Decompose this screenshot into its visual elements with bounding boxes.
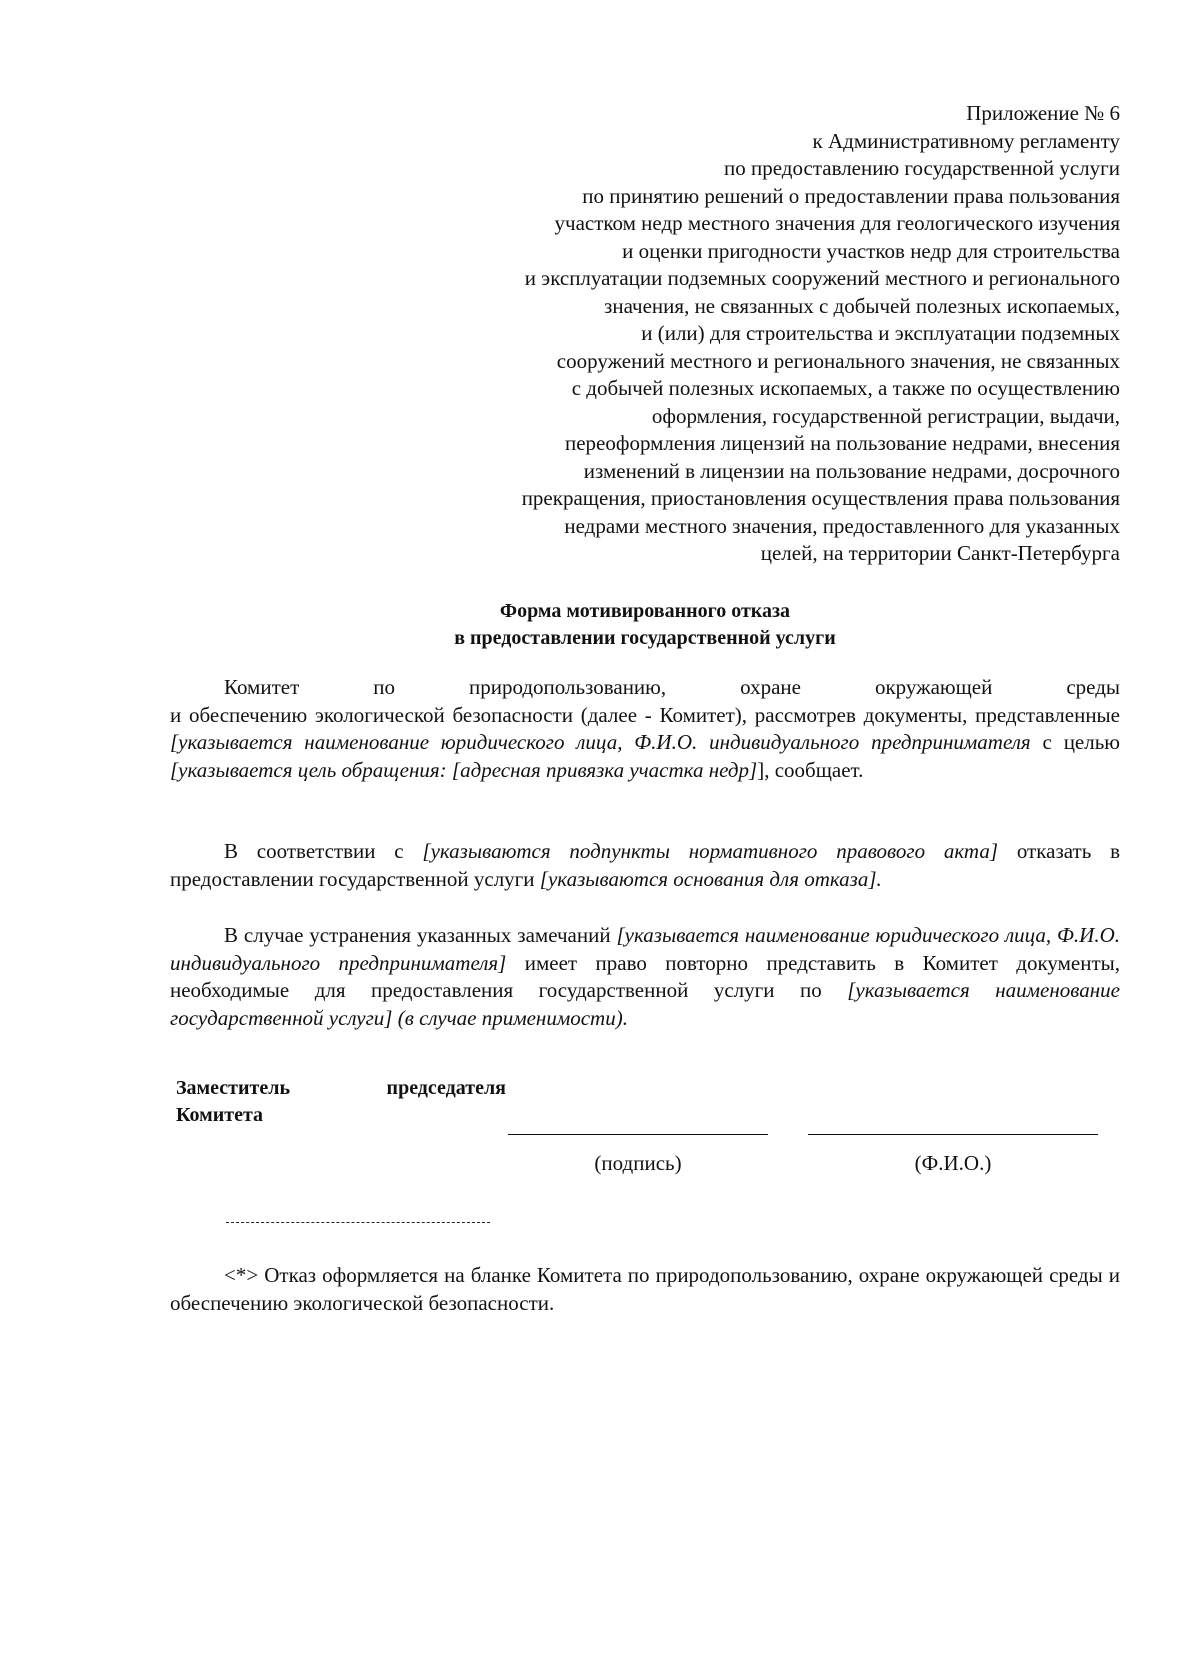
header-line: целей, на территории Санкт-Петербурга (760, 541, 1120, 565)
header-line: по предоставлению государственной услуги (724, 156, 1120, 180)
placeholder-text: [указывается наименование юридического лица, Ф.И.О. индивидуального предпринимателя (170, 730, 1031, 754)
paragraph-text: имеет право повторно представить в Комитет документы, необходимые для предоставления государственной услуги по (170, 950, 1120, 1002)
footnote (170, 1262, 1120, 1317)
header-line: изменений в лицензии на пользование недрами, досрочного (583, 458, 1120, 483)
header-line: значения, не связанных с добычей полезных ископаемых, (604, 293, 1120, 318)
header-line: к Административному регламенту (812, 128, 1120, 153)
header-line: переоформления лицензий на пользование недрами, внесения (564, 431, 1120, 455)
header-line: по принятию решений о предоставлении права пользования (582, 183, 1120, 208)
header-line: недрами местного значения, предоставленного для указанных (564, 513, 1120, 538)
form-title (170, 598, 1120, 652)
word: по (373, 675, 395, 699)
appendix-header (360, 100, 1120, 568)
header-line: сооружений местного и регионального значения, не связанных (556, 348, 1120, 373)
word: среды (1066, 675, 1120, 699)
paragraph-text: с целью (1030, 730, 1120, 754)
paragraph-refusal (170, 838, 1120, 893)
footnote-text: <*> Отказ оформляется на бланке Комитета по природопользованию, охране окружающей среды и обеспечению экологической безопасности. (170, 1263, 1120, 1315)
paragraph-text: В случае устранения указанных замечаний (224, 923, 617, 947)
word: Комитет (224, 675, 300, 699)
form-title-line-2: в предоставлении государственной услуги (454, 627, 836, 649)
header-line: и (или) для строительства и эксплуатации подземных (641, 321, 1120, 345)
signatory-title (176, 1075, 506, 1129)
placeholder-text: [указывается цель обращения: [адресная привязка участка недр] (170, 757, 758, 782)
paragraph-resubmission (170, 922, 1120, 1032)
form-title-line-1: Форма мотивированного отказа (499, 600, 791, 622)
word: охране (740, 675, 801, 699)
paragraph-text: В соответствии с (224, 839, 423, 863)
placeholder-text: [указываются подпункты нормативного правового акта] (422, 839, 999, 863)
signatory-word: Комитета (176, 1104, 264, 1126)
word: окружающей (874, 675, 993, 699)
signatory-word: Заместитель (176, 1077, 291, 1099)
header-line: оформления, государственной регистрации, выдачи, (651, 403, 1120, 428)
header-line: прекращения, приостановления осуществления права пользования (521, 486, 1120, 510)
header-line: участком недр местного значения для геологического изучения (554, 211, 1120, 235)
paragraph-text: ], сообщает. (757, 757, 864, 782)
footnote-separator (226, 1222, 490, 1223)
signature-line (508, 1134, 768, 1135)
paragraph-text: отказать в предоставлении государственной услуги (170, 839, 1120, 891)
header-line: и оценки пригодности участков недр для строительства (622, 238, 1120, 263)
signature-caption: (подпись) (594, 1151, 682, 1175)
fio-line (808, 1134, 1098, 1135)
fio-caption: (Ф.И.О.) (914, 1151, 992, 1175)
paragraph-text: и обеспечению экологической безопасности (далее - Комитет), рассмотрев документы, представленные (170, 702, 1120, 727)
header-line: с добычей полезных ископаемых, а также по осуществлению (571, 376, 1120, 400)
paragraph-committee-review (170, 674, 1120, 784)
placeholder-text: [указывается наименование юридического лица, Ф.И.О. индивидуального предпринимателя] (170, 923, 1121, 975)
paragraph-first-line (170, 674, 1120, 702)
header-line: Приложение № 6 (966, 101, 1120, 125)
word: природопользованию, (468, 675, 667, 699)
placeholder-text: [указываются основания для отказа]. (539, 866, 882, 891)
signatory-word: председателя (386, 1077, 506, 1099)
placeholder-text: [указывается наименование государственной услуги] (в случае применимости). (170, 978, 1120, 1030)
header-line: и эксплуатации подземных сооружений местного и регионального (524, 266, 1120, 290)
